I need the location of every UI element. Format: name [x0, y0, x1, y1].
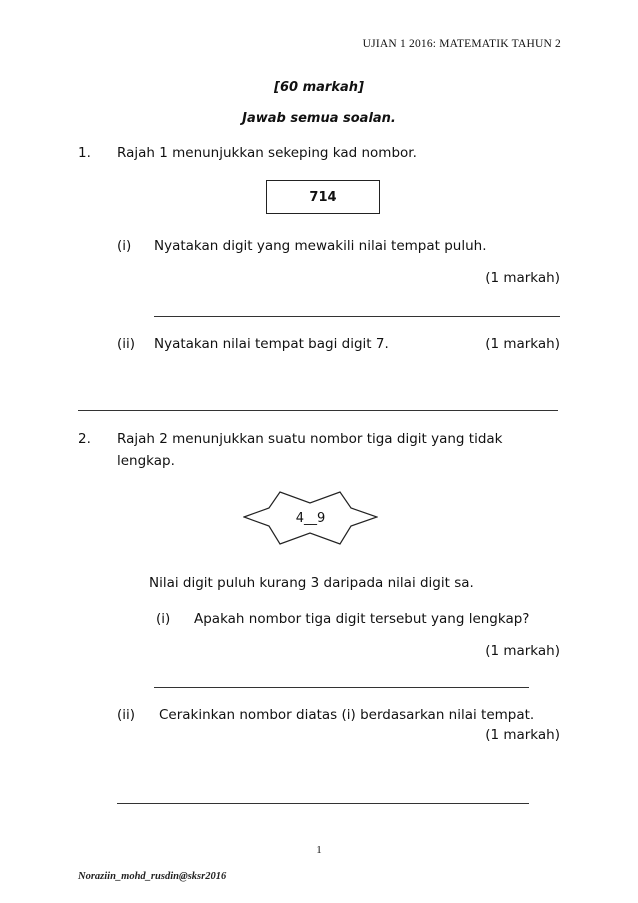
- q1-i-marks: (1 markah): [485, 270, 560, 286]
- q2-clue: Nilai digit puluh kurang 3 daripada nilai digit sa.: [149, 575, 474, 591]
- question-2-text-line2: lengkap.: [117, 453, 175, 469]
- q2-ii-label: (ii): [117, 707, 136, 723]
- q2-ii-text: Cerakinkan nombor diatas (i) berdasarkan nilai tempat.: [159, 707, 535, 723]
- q1-ii-label: (ii): [117, 336, 136, 352]
- q1-ii-marks: (1 markah): [485, 336, 560, 352]
- q2-i-text: Apakah nombor tiga digit tersebut yang lengkap?: [194, 611, 530, 627]
- question-2-text-line1: Rajah 2 menunjukkan suatu nombor tiga digit yang tidak: [117, 431, 503, 447]
- total-marks: [60 markah]: [274, 80, 364, 95]
- q1-i-answer-line[interactable]: [154, 316, 560, 317]
- number-card-value: 714: [309, 189, 337, 205]
- q2-i-answer-line[interactable]: [154, 687, 529, 688]
- exam-header: UJIAN 1 2016: MATEMATIK TAHUN 2: [362, 38, 561, 50]
- instruction: Jawab semua soalan.: [242, 111, 396, 126]
- q1-i-label: (i): [117, 238, 132, 254]
- q2-ii-answer-line[interactable]: [117, 803, 529, 804]
- q2-i-label: (i): [156, 611, 171, 627]
- q1-i-text: Nyatakan digit yang mewakili nilai tempat puluh.: [154, 238, 487, 254]
- incomplete-number-value: 4__9: [295, 510, 326, 526]
- question-2-number: 2.: [78, 431, 91, 447]
- question-1-number: 1.: [78, 145, 91, 161]
- number-card: [266, 180, 380, 214]
- q2-i-marks: (1 markah): [485, 643, 560, 659]
- question-1-text: Rajah 1 menunjukkan sekeping kad nombor.: [117, 145, 417, 161]
- page-number: 1: [316, 844, 322, 856]
- q2-ii-marks: (1 markah): [485, 727, 560, 743]
- author-signature: Noraziin_mohd_rusdin@sksr2016: [78, 871, 227, 882]
- q1-ii-answer-line[interactable]: [78, 410, 558, 411]
- incomplete-number-shape: [243, 490, 378, 546]
- q1-ii-text: Nyatakan nilai tempat bagi digit 7.: [154, 336, 389, 352]
